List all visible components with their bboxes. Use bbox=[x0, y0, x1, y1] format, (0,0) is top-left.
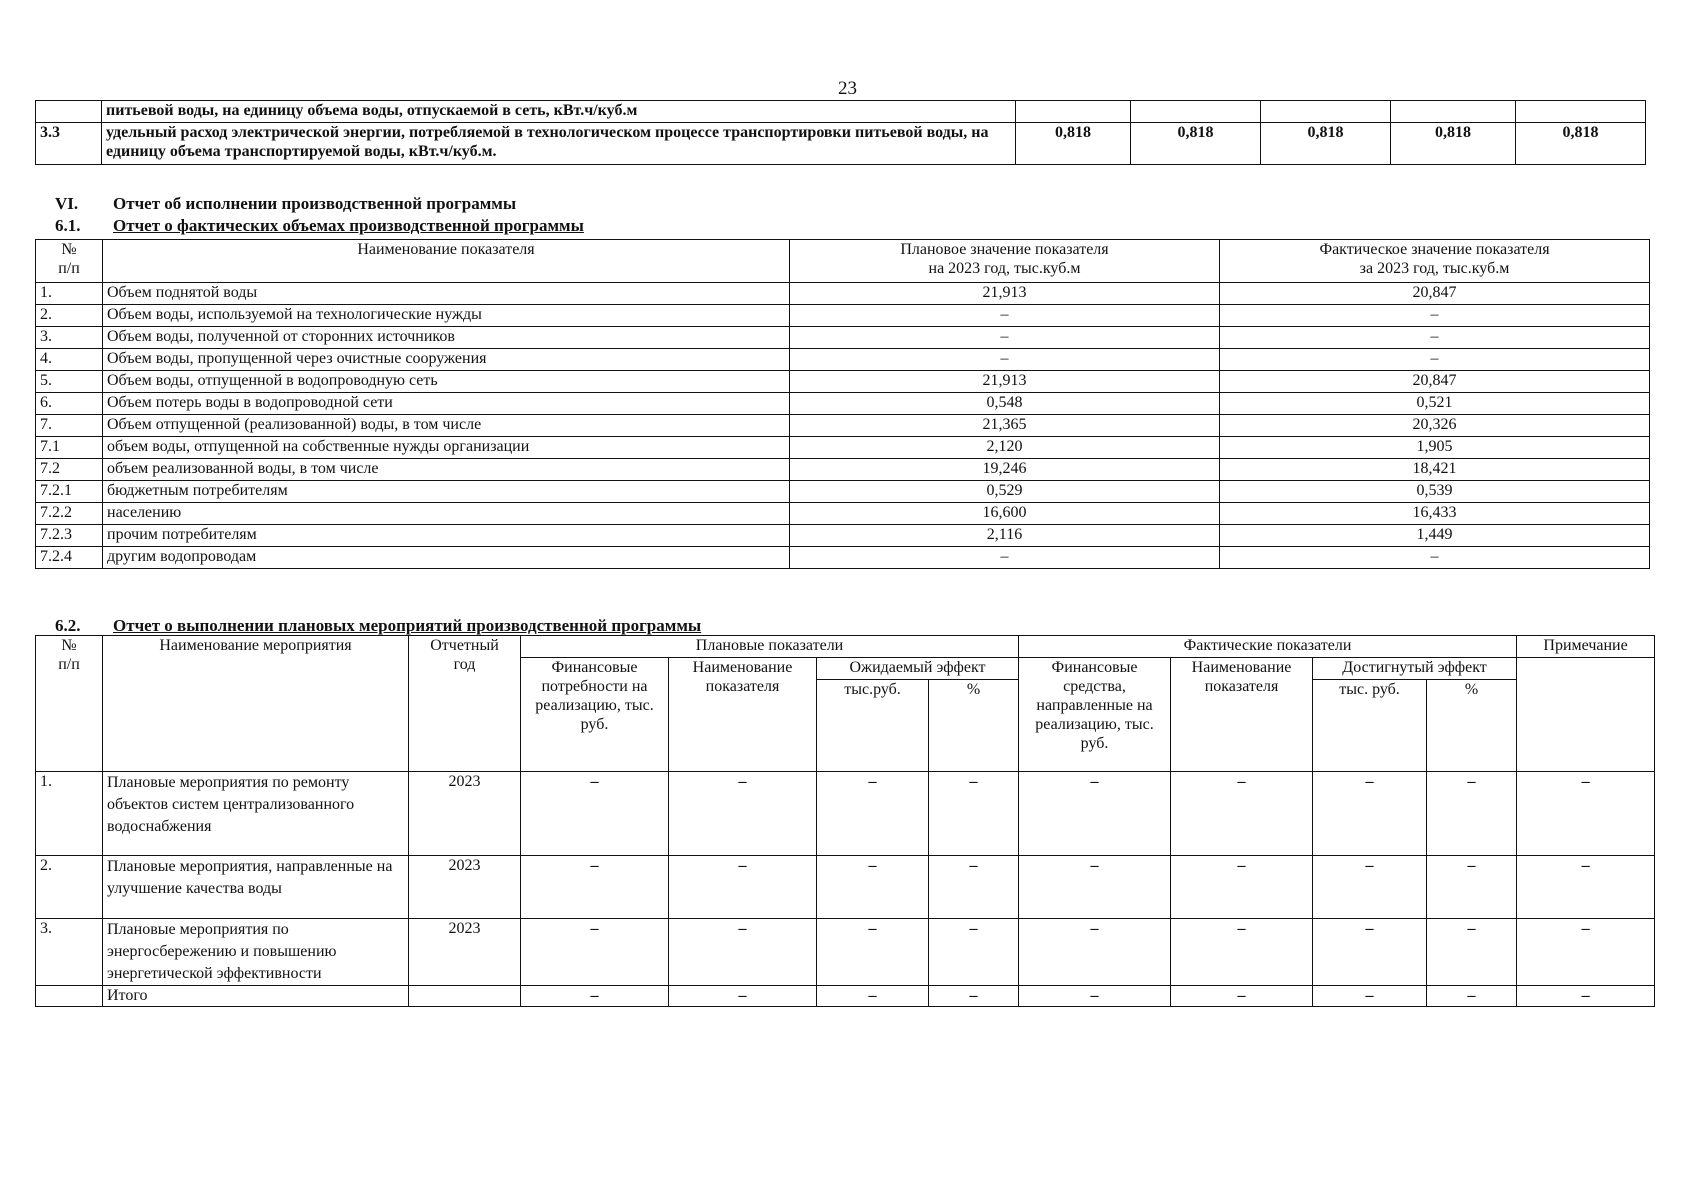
row-name: Объем поднятой воды bbox=[103, 283, 790, 305]
header-expected-effect: Ожидаемый эффект bbox=[817, 658, 1019, 680]
row-value: – bbox=[1517, 856, 1655, 919]
row-name: бюджетным потребителям bbox=[103, 481, 790, 503]
row-value: – bbox=[669, 856, 817, 919]
table-row bbox=[36, 772, 1655, 856]
row-value: – bbox=[1427, 856, 1517, 919]
fact-value: 18,421 bbox=[1220, 459, 1650, 481]
fact-value: – bbox=[1220, 327, 1650, 349]
row-name: объем воды, отпущенной на собственные нужды организации bbox=[103, 437, 790, 459]
plan-value: 0,529 bbox=[790, 481, 1220, 503]
row-name: питьевой воды, на единицу объема воды, отпускаемой в сеть, кВт.ч/куб.м bbox=[102, 101, 1016, 123]
row-value: – bbox=[817, 919, 929, 986]
fact-value: 20,847 bbox=[1220, 371, 1650, 393]
total-value: – bbox=[1019, 986, 1171, 1007]
row-number: 2. bbox=[36, 856, 103, 919]
row-year: 2023 bbox=[409, 856, 521, 919]
row-number: 7.2.1 bbox=[36, 481, 103, 503]
row-value: – bbox=[1171, 919, 1313, 986]
row-number bbox=[36, 101, 102, 123]
row-value: – bbox=[929, 772, 1019, 856]
row-value: – bbox=[521, 856, 669, 919]
row-name: Объем воды, пропущенной через очистные сооружения bbox=[103, 349, 790, 371]
row-name: населению bbox=[103, 503, 790, 525]
fact-value: 1,449 bbox=[1220, 525, 1650, 547]
table-row bbox=[36, 919, 1655, 986]
row-name: Плановые мероприятия, направленные на улучшение качества воды bbox=[103, 856, 409, 919]
section-heading-vi: VI. Отчет об исполнении производственной программы bbox=[55, 194, 517, 213]
row-value: – bbox=[1517, 919, 1655, 986]
plan-value: – bbox=[790, 327, 1220, 349]
table-row bbox=[36, 525, 1650, 547]
row-value: – bbox=[1427, 772, 1517, 856]
header-fin-spent: Финансовые средства, направленные на реализацию, тыс. руб. bbox=[1019, 658, 1171, 772]
row-number: 4. bbox=[36, 349, 103, 371]
header-name: Наименование показателя bbox=[103, 240, 790, 283]
header-name: Наименование мероприятия bbox=[103, 636, 409, 772]
total-row bbox=[36, 986, 1655, 1007]
total-value: – bbox=[817, 986, 929, 1007]
row-value: – bbox=[1427, 919, 1517, 986]
plan-value: – bbox=[790, 305, 1220, 327]
row-number: 5. bbox=[36, 371, 103, 393]
row-number: 1. bbox=[36, 772, 103, 856]
header-planned: Плановые показатели bbox=[521, 636, 1019, 658]
table-row bbox=[36, 393, 1650, 415]
row-value: – bbox=[817, 856, 929, 919]
row-number: 3. bbox=[36, 919, 103, 986]
row-value: – bbox=[669, 772, 817, 856]
header-exp-pct: % bbox=[929, 680, 1019, 772]
header-fact: Фактическое значение показателя за 2023 год, тыс.куб.м bbox=[1220, 240, 1650, 283]
fact-value: – bbox=[1220, 547, 1650, 569]
section-heading-6-1: 6.1. Отчет о фактических объемах производственной программы bbox=[55, 216, 584, 235]
table-row bbox=[36, 305, 1650, 327]
plan-value: 21,913 bbox=[790, 283, 1220, 305]
section-heading-6-2: 6.2. Отчет о выполнении плановых мероприятий производственной программы bbox=[55, 616, 702, 635]
row-number: 6. bbox=[36, 393, 103, 415]
row-value: – bbox=[1019, 772, 1171, 856]
row-name: Объем воды, полученной от сторонних источников bbox=[103, 327, 790, 349]
row-name: Плановые мероприятия по ремонту объектов систем централизованного водоснабжения bbox=[103, 772, 409, 856]
plan-value: 19,246 bbox=[790, 459, 1220, 481]
row-name: Объем потерь воды в водопроводной сети bbox=[103, 393, 790, 415]
table-row bbox=[36, 481, 1650, 503]
row-number: 7.2.3 bbox=[36, 525, 103, 547]
row-name: Плановые мероприятия по энергосбережению и повышению энергетической эффективности bbox=[103, 919, 409, 986]
row-value: – bbox=[1019, 919, 1171, 986]
header-ach-pct: % bbox=[1427, 680, 1517, 772]
row-value: – bbox=[1313, 856, 1427, 919]
header-achieved-effect: Достигнутый эффект bbox=[1313, 658, 1517, 680]
row-name: удельный расход электрической энергии, потребляемой в технологическом процессе транспортировки питьевой воды, на единицу объема транспортируемой воды, кВт.ч/куб.м. bbox=[102, 123, 1016, 165]
row-number: 7.2.4 bbox=[36, 547, 103, 569]
row-value: – bbox=[1517, 772, 1655, 856]
fact-value: 0,521 bbox=[1220, 393, 1650, 415]
table-row bbox=[36, 349, 1650, 371]
row-name: Объем воды, отпущенной в водопроводную сеть bbox=[103, 371, 790, 393]
row-number: 3.3 bbox=[36, 123, 102, 165]
header-exp-rub: тыс.руб. bbox=[817, 680, 929, 772]
row-year: 2023 bbox=[409, 919, 521, 986]
table-row bbox=[36, 415, 1650, 437]
row-name: Объем отпущенной (реализованной) воды, в том числе bbox=[103, 415, 790, 437]
row-value: – bbox=[1313, 919, 1427, 986]
row-value: – bbox=[521, 772, 669, 856]
row-value: – bbox=[1019, 856, 1171, 919]
plan-value: 21,365 bbox=[790, 415, 1220, 437]
header-plan: Плановое значение показателя на 2023 год, тыс.куб.м bbox=[790, 240, 1220, 283]
header-year: Отчетный год bbox=[409, 636, 521, 772]
row-value: – bbox=[817, 772, 929, 856]
fact-value: – bbox=[1220, 349, 1650, 371]
row-number: 1. bbox=[36, 283, 103, 305]
row-value: – bbox=[521, 919, 669, 986]
plan-value: – bbox=[790, 547, 1220, 569]
table-row bbox=[36, 437, 1650, 459]
table-row bbox=[36, 856, 1655, 919]
header-ind-name-fact: Наименование показателя bbox=[1171, 658, 1313, 772]
row-value: – bbox=[1171, 856, 1313, 919]
plan-value: 0,548 bbox=[790, 393, 1220, 415]
table-row bbox=[36, 547, 1650, 569]
header-no: № п/п bbox=[36, 240, 103, 283]
total-value: – bbox=[1313, 986, 1427, 1007]
fact-value: 16,433 bbox=[1220, 503, 1650, 525]
row-number: 3. bbox=[36, 327, 103, 349]
header-no: № п/п bbox=[36, 636, 103, 772]
header-ach-rub: тыс. руб. bbox=[1313, 680, 1427, 772]
row-name: прочим потребителям bbox=[103, 525, 790, 547]
plan-value: 2,120 bbox=[790, 437, 1220, 459]
table-row bbox=[36, 327, 1650, 349]
header-row bbox=[36, 240, 1650, 283]
header-fin-need: Финансовые потребности на реализацию, тыс. руб. bbox=[521, 658, 669, 772]
energy-consumption-table bbox=[35, 100, 1646, 165]
table-row: 3.3 удельный расход электрической энергии, потребляемой в технологическом процессе транспортировки питьевой воды, на единицу объема транспортируемой воды, кВт.ч/куб.м. 0,818 0,818 0,818 0,818 0,818 bbox=[36, 123, 1646, 165]
planned-measures-table bbox=[35, 635, 1655, 1007]
row-number: 7.1 bbox=[36, 437, 103, 459]
row-value: – bbox=[1313, 772, 1427, 856]
header-ind-name-plan: Наименование показателя bbox=[669, 658, 817, 772]
row-number: 2. bbox=[36, 305, 103, 327]
table-row bbox=[36, 371, 1650, 393]
total-value: – bbox=[669, 986, 817, 1007]
row-year: 2023 bbox=[409, 772, 521, 856]
row-number: 7.2.2 bbox=[36, 503, 103, 525]
row-value: – bbox=[929, 856, 1019, 919]
fact-value: 20,326 bbox=[1220, 415, 1650, 437]
row-name: другим водопроводам bbox=[103, 547, 790, 569]
plan-value: 21,913 bbox=[790, 371, 1220, 393]
page-number: 23 bbox=[838, 78, 857, 99]
row-name: Объем воды, используемой на технологические нужды bbox=[103, 305, 790, 327]
total-value: – bbox=[1427, 986, 1517, 1007]
total-label: Итого bbox=[103, 986, 409, 1007]
table-row bbox=[36, 101, 1646, 123]
table-row bbox=[36, 283, 1650, 305]
plan-value: – bbox=[790, 349, 1220, 371]
fact-value: 20,847 bbox=[1220, 283, 1650, 305]
row-number: 7.2 bbox=[36, 459, 103, 481]
row-name: объем реализованной воды, в том числе bbox=[103, 459, 790, 481]
total-value: – bbox=[521, 986, 669, 1007]
plan-value: 2,116 bbox=[790, 525, 1220, 547]
total-value: – bbox=[929, 986, 1019, 1007]
total-value: – bbox=[1171, 986, 1313, 1007]
table-row bbox=[36, 459, 1650, 481]
row-number: 7. bbox=[36, 415, 103, 437]
total-value: – bbox=[1517, 986, 1655, 1007]
row-value: – bbox=[929, 919, 1019, 986]
fact-value: 1,905 bbox=[1220, 437, 1650, 459]
plan-value: 16,600 bbox=[790, 503, 1220, 525]
header-actual: Фактические показатели bbox=[1019, 636, 1517, 658]
production-volumes-table bbox=[35, 239, 1650, 569]
row-value: – bbox=[669, 919, 817, 986]
fact-value: – bbox=[1220, 305, 1650, 327]
header-note: Примечание bbox=[1517, 636, 1655, 658]
row-value: – bbox=[1171, 772, 1313, 856]
fact-value: 0,539 bbox=[1220, 481, 1650, 503]
header-row-1 bbox=[36, 636, 1655, 658]
table-row bbox=[36, 503, 1650, 525]
